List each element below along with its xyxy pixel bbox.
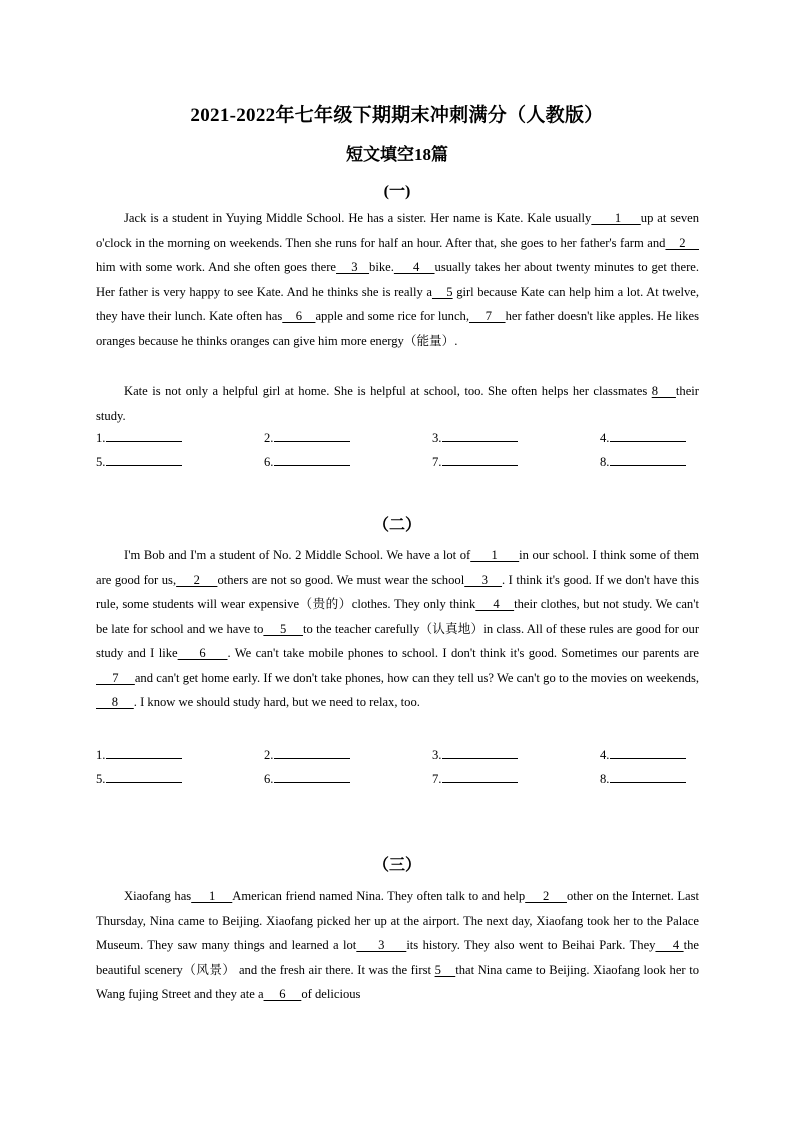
fill-in-blank: 1 (470, 548, 520, 562)
fill-in-blank: 5 (263, 621, 303, 636)
answer-number: 7. (432, 455, 442, 469)
document-title: 2021-2022年七年级下期期末冲刺满分（人教版） (190, 105, 604, 126)
fill-in-blank: 8 (96, 695, 134, 709)
answer-underline (274, 452, 350, 466)
answer-number: 8. (600, 772, 610, 786)
fill-in-blank: 6 (282, 309, 316, 323)
fill-in-blank: 7 (469, 309, 506, 323)
fill-in-blank: 1 (191, 889, 233, 903)
section-2-heading: （二） (372, 517, 421, 534)
section-1-answer-lines (96, 428, 716, 476)
answer-number: 5. (96, 772, 106, 786)
text-run: their study. (96, 384, 700, 423)
text-run: other on the Internet. Last Thursday, Nina came to Beijing. Xiaofang picked her up at the airport. The next day, Xiaofang took her to the Palace Museum. They saw many things and learned a lot (96, 889, 700, 952)
answer-row (96, 428, 716, 452)
answer-blank[interactable] (96, 428, 182, 446)
answer-underline (106, 428, 182, 442)
text-run: Jack is a student in Yuying Middle School. He has a sister. Her name is Kate. Kale usually (124, 211, 592, 225)
text-run: Kate is not only a helpful girl at home. She is helpful at school, too. She often helps her classmates (124, 384, 652, 398)
text-run: their clothes, but not study. We can't be late for school and we have to (96, 597, 699, 636)
text-run: in our school. I think some of them are good for us, (96, 548, 700, 587)
fill-in-blank: 2 (525, 889, 567, 903)
text-run: . I know we should study hard, but we need to relax, too. (133, 695, 420, 709)
fill-in-blank: 6 (263, 987, 302, 1001)
answer-blank[interactable] (264, 428, 350, 446)
answer-underline (274, 745, 350, 759)
text-run: its history. They also went to Beihai Park. They (406, 938, 656, 952)
text-run: bike. (369, 260, 394, 274)
text-run: the beautiful scenery（风景） and the fresh air there. It was the first (96, 938, 699, 977)
answer-blank[interactable] (432, 452, 518, 470)
section-3-paragraph-1 (96, 884, 699, 1007)
fill-in-blank: 5 (434, 962, 456, 977)
answer-blank[interactable] (600, 769, 686, 787)
fill-in-blank: 8 (651, 384, 676, 398)
fill-in-blank: 6 (177, 646, 228, 660)
answer-number: 3. (432, 431, 442, 445)
answer-underline (274, 428, 350, 442)
fill-in-blank: 2 (176, 572, 218, 587)
section-2-paragraph-1 (96, 543, 699, 715)
answer-underline (274, 769, 350, 783)
fill-in-blank: 4 (655, 938, 684, 952)
fill-in-blank: 5 (431, 284, 453, 299)
text-run: up at seven o'clock in the morning on weekends. Then she runs for half an hour. After that, she goes to her father's farm and (96, 211, 699, 250)
answer-blank[interactable] (264, 452, 350, 470)
answer-number: 4. (600, 748, 610, 762)
text-run: that Nina came to Beijing. Xiaofang look her to Wang fujing Street and they ate a (96, 962, 700, 1001)
fill-in-blank: 7 (96, 670, 135, 685)
answer-row (96, 769, 716, 793)
section-3-heading: （三） (372, 857, 421, 874)
answer-number: 6. (264, 772, 274, 786)
answer-underline (610, 769, 686, 783)
text-run: . We can't take mobile phones to school. I don't think it's good. Sometimes our parents are (227, 646, 700, 660)
text-run: and can't get home early. If we don't take phones, how can they tell us? We can't go to the movies on weekends, (134, 670, 700, 685)
answer-underline (106, 452, 182, 466)
answer-blank[interactable] (264, 769, 350, 787)
answer-underline (610, 745, 686, 759)
answer-number: 2. (264, 748, 274, 762)
answer-underline (610, 452, 686, 466)
text-run: girl because Kate can help him a lot. At twelve, they have their lunch. Kate often has (96, 284, 700, 323)
answer-number: 1. (96, 748, 106, 762)
answer-underline (442, 769, 518, 783)
text-run: him with some work. And she often goes there (96, 260, 337, 274)
text-run: apple and some rice for lunch, (315, 309, 469, 323)
fill-in-blank: 3 (464, 572, 503, 587)
fill-in-blank: 2 (665, 235, 700, 250)
answer-number: 1. (96, 431, 106, 445)
answer-blank[interactable] (264, 745, 350, 763)
text-run: usually takes her about twenty minutes to get there. Her father is very happy to see Kate. And he thinks she is really a (96, 260, 699, 299)
section-2-answer-lines (96, 745, 716, 793)
answer-row (96, 745, 716, 769)
fill-in-blank: 3 (356, 938, 407, 952)
answer-underline (442, 428, 518, 442)
section-1-paragraph-2 (96, 379, 699, 428)
text-run: her father doesn't like apples. He likes oranges because he thinks oranges can give him more energy（能量）. (96, 309, 699, 348)
answer-underline (106, 769, 182, 783)
document-subtitle: 短文填空18篇 (346, 145, 448, 164)
text-run: to the teacher carefully（认真地）in class. All of these rules are good for our study and I like (96, 621, 700, 660)
text-run: of delicious (301, 987, 361, 1001)
answer-blank[interactable] (96, 745, 182, 763)
fill-in-blank: 3 (336, 260, 370, 274)
text-run: . I think it's good. If we don't have this rule, some students will wear expensive（贵的）clothes. They only think (96, 572, 699, 611)
text-run: Xiaofang has (124, 889, 192, 903)
answer-blank[interactable] (600, 428, 686, 446)
fill-in-blank: 1 (591, 211, 641, 225)
answer-blank[interactable] (96, 452, 182, 470)
fill-in-blank: 4 (475, 597, 515, 611)
answer-number: 6. (264, 455, 274, 469)
answer-number: 5. (96, 455, 106, 469)
answer-underline (442, 745, 518, 759)
answer-blank[interactable] (600, 745, 686, 763)
fill-in-blank: 4 (393, 260, 435, 274)
answer-row (96, 452, 716, 476)
answer-blank[interactable] (600, 452, 686, 470)
answer-number: 7. (432, 772, 442, 786)
section-1-heading: (一) (383, 183, 411, 200)
answer-underline (610, 428, 686, 442)
answer-number: 3. (432, 748, 442, 762)
text-run: American friend named Nina. They often talk to and help (232, 889, 526, 903)
answer-underline (106, 745, 182, 759)
text-run: I'm Bob and I'm a student of No. 2 Middle School. We have a lot of (124, 548, 471, 562)
text-run: others are not so good. We must wear the school (217, 572, 465, 587)
answer-blank[interactable] (96, 769, 182, 787)
section-1-paragraph-1 (96, 206, 699, 353)
answer-number: 4. (600, 431, 610, 445)
answer-number: 2. (264, 431, 274, 445)
answer-number: 8. (600, 455, 610, 469)
answer-underline (442, 452, 518, 466)
answer-blank[interactable] (432, 769, 518, 787)
answer-blank[interactable] (432, 428, 518, 446)
answer-blank[interactable] (432, 745, 518, 763)
